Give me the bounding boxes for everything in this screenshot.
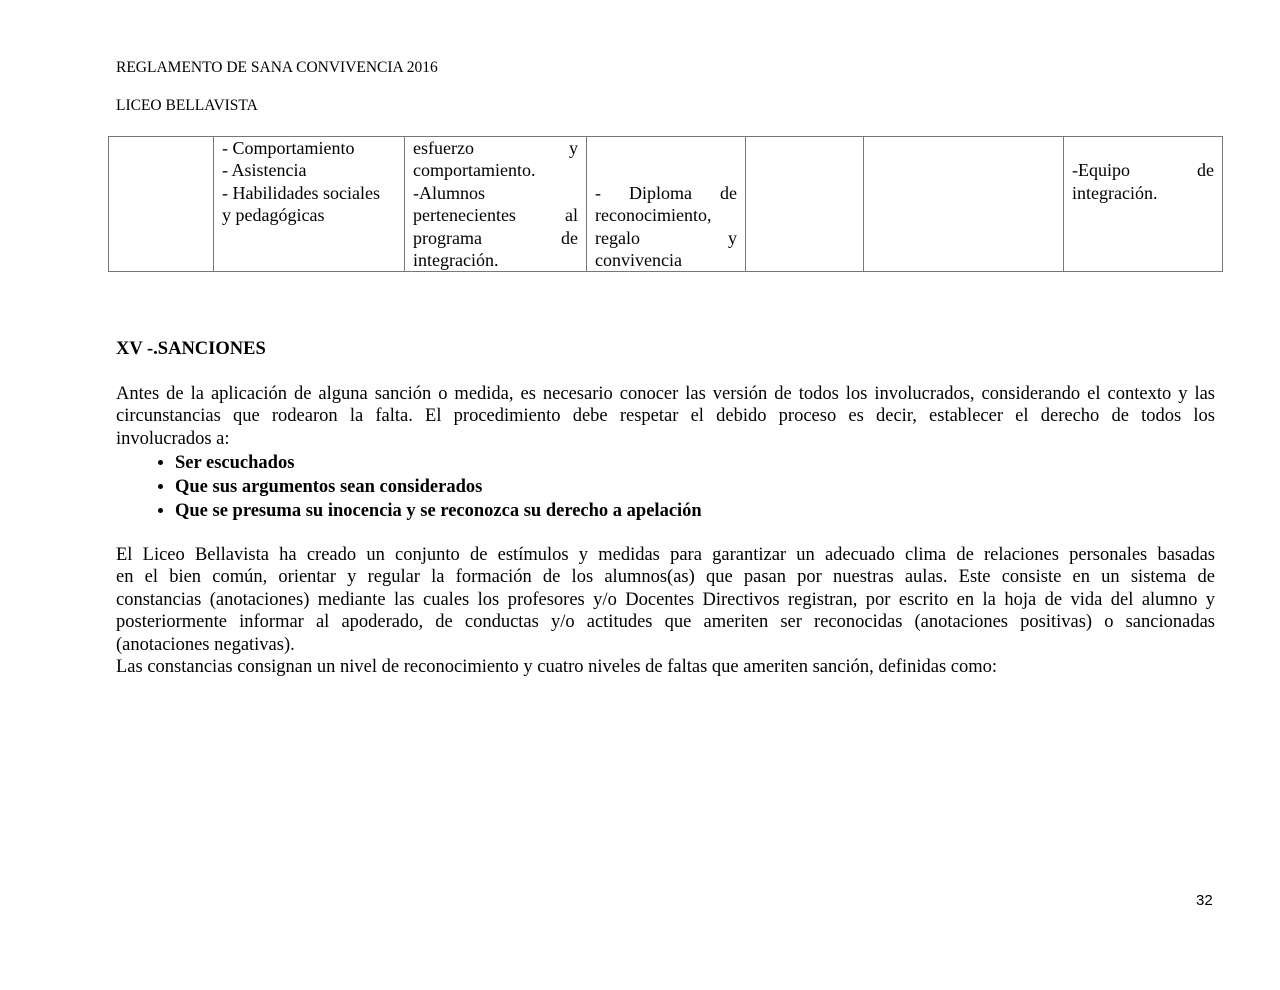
table-cell (109, 137, 214, 272)
table-cell (587, 137, 746, 272)
header-title: REGLAMENTO DE SANA CONVIVENCIA 2016 (116, 59, 438, 76)
text-line: en el bien común, orientar y regular la formación de los alumnos(as) que pasan por nuestras aulas. Este consiste en un sistema de (116, 567, 1215, 588)
section-title: XV -.SANCIONES (116, 339, 266, 359)
table-cell (1064, 137, 1223, 272)
cell-line: convivencia (595, 250, 682, 271)
rights-list (116, 451, 702, 523)
list-item: • Que sus argumentos sean considerados (175, 475, 702, 499)
text-line: (anotaciones negativas). (116, 634, 295, 655)
cell-line: programa de (413, 227, 578, 248)
cell-line: -Equipo de (1072, 160, 1214, 181)
list-item: • Que se presuma su inocencia y se reconozca su derecho a apelación (175, 499, 702, 523)
text-line: circunstancias que rodearon la falta. El procedimiento debe respetar el debido proceso es decir, establecer el derecho de todos los (116, 406, 1215, 427)
list-item: • Ser escuchados (175, 451, 702, 475)
text-line: Las constancias consignan un nivel de reconocimiento y cuatro niveles de faltas que ameriten sanción, definidas como: (116, 657, 998, 678)
page-number: 32 (1196, 892, 1213, 909)
table-cell (864, 137, 1064, 272)
cell-line: regalo y (595, 227, 737, 248)
cell-line: - Asistencia (222, 160, 307, 181)
text-line: involucrados a: (116, 428, 230, 449)
cell-line: y pedagógicas (222, 205, 325, 226)
table-cell (746, 137, 864, 272)
text-line: El Liceo Bellavista ha creado un conjunto de estímulos y medidas para garantizar un adecuado clima de relaciones personales basadas (116, 545, 1215, 565)
cell-line: comportamiento. (413, 160, 536, 181)
table-row (109, 137, 1223, 272)
cell-line: integración. (413, 250, 499, 271)
cell-line: - Habilidades sociales (222, 182, 380, 203)
table-cell (214, 137, 405, 272)
cell-line: - Comportamiento (222, 138, 355, 158)
text-line: posteriormente informar al apoderado, de conductas y/o actitudes que ameriten ser reconocidas (anotaciones positivas) o sancionadas (116, 612, 1215, 633)
cell-line: pertenecientes al (413, 205, 578, 226)
body-paragraph (116, 544, 1215, 678)
cell-line: integración. (1072, 182, 1158, 203)
table-cell (405, 137, 587, 272)
header-school: LICEO BELLAVISTA (116, 97, 258, 114)
text-line: constancias (anotaciones) mediante las cuales los profesores y/o Docentes Directivos registran, por escrito en la hoja de vida del alumno y (116, 589, 1215, 610)
intro-paragraph (116, 383, 1215, 450)
recognition-table (108, 136, 1223, 272)
cell-line: -Alumnos (413, 182, 485, 203)
cell-line: esfuerzo y (413, 138, 578, 158)
text-line: Antes de la aplicación de alguna sanción o medida, es necesario conocer las versión de todos los involucrados, considerando el contexto y las (116, 384, 1215, 404)
cell-line: - Diploma de (595, 182, 737, 203)
cell-line: reconocimiento, (595, 205, 712, 226)
